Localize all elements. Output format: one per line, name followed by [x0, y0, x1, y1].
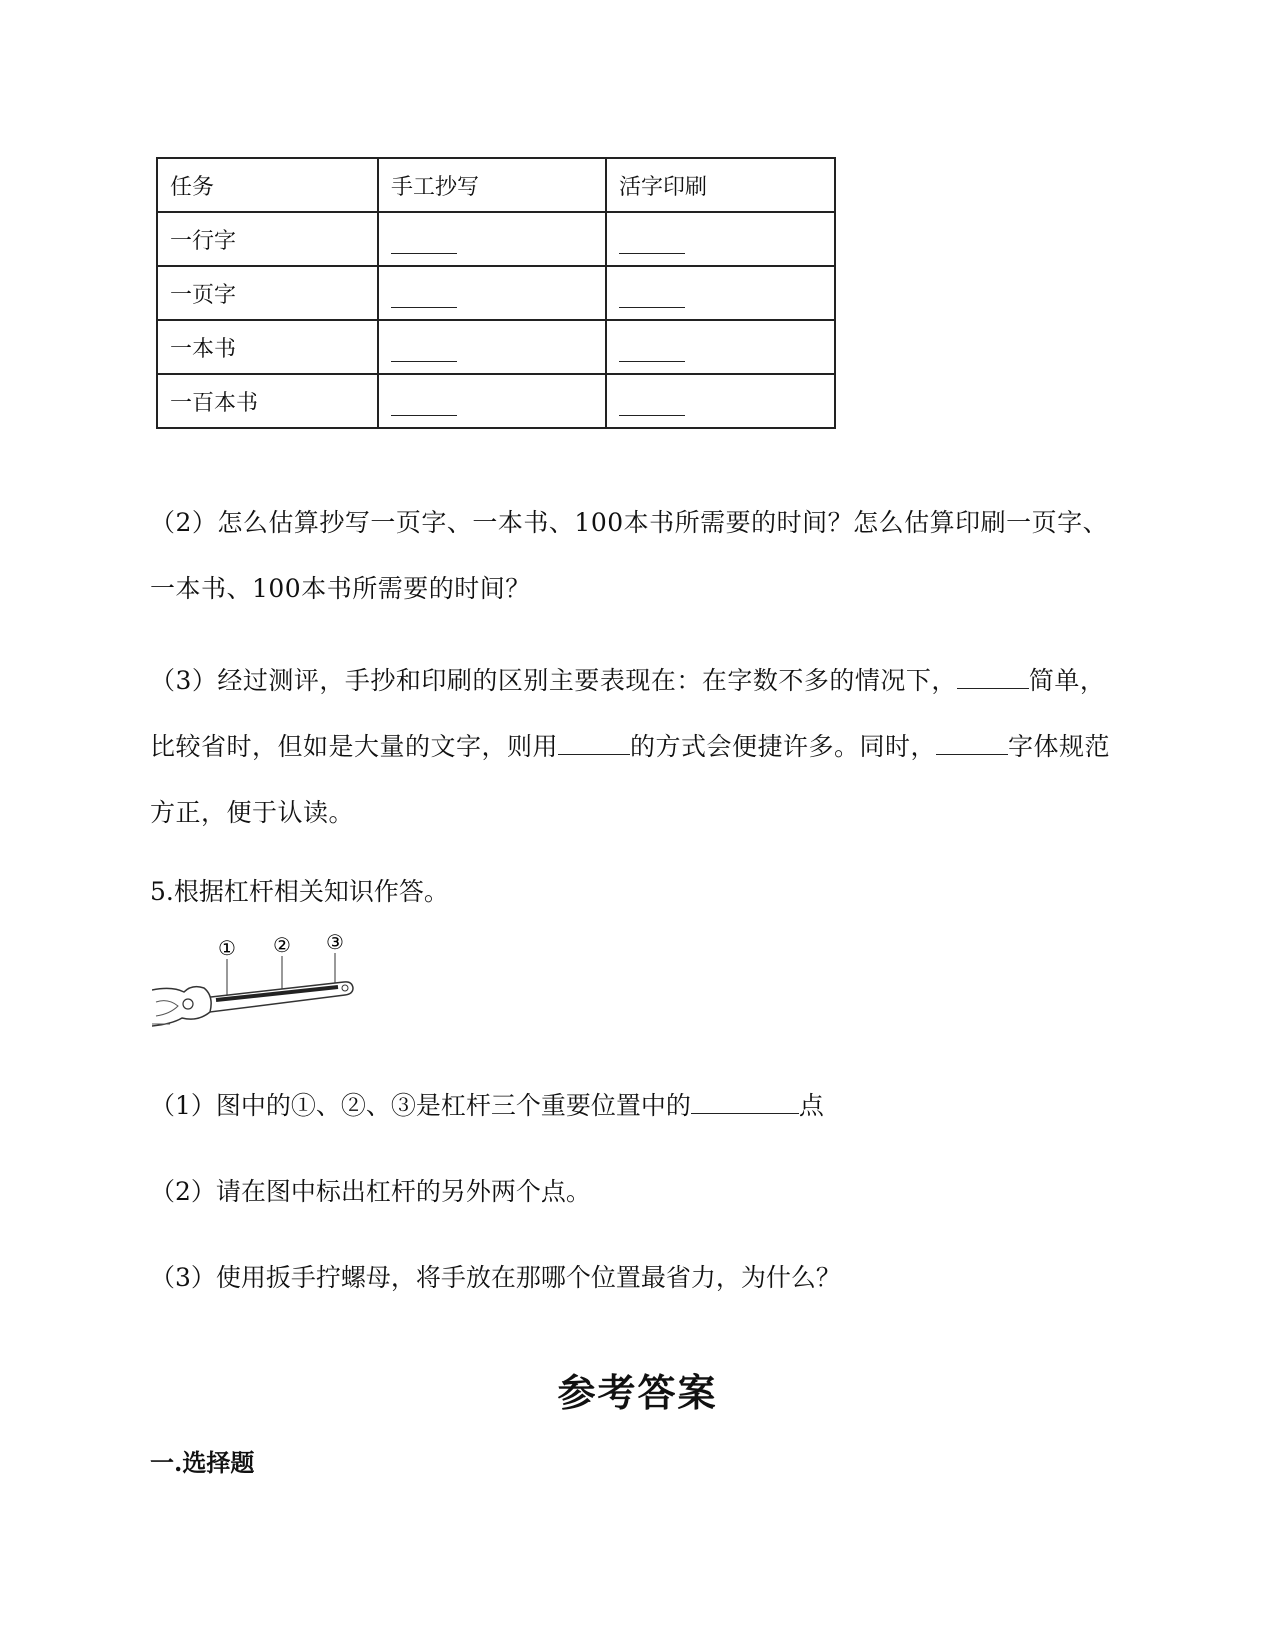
sub1-prefix: （1）图中的①、②、③是杠杆三个重要位置中的 [150, 1091, 691, 1120]
q3-part2: 简单，比较省时，但如是大量的文字，则用 [150, 666, 1106, 761]
answer-blank[interactable] [619, 339, 685, 362]
answer-cell[interactable] [378, 374, 606, 428]
question-2-text: （2）怎么估算抄写一页字、一本书、100本书所需要的时间？怎么估算印刷一页字、一本书、100本书所需要的时间？ [150, 508, 1109, 603]
table-row [157, 266, 835, 320]
figure-label: ③ [326, 932, 344, 954]
table-header-cell: 手工抄写 [378, 158, 606, 212]
task-cell: 一本书 [157, 320, 378, 374]
answer-cell[interactable] [378, 212, 606, 266]
q3-part1: （3）经过测评，手抄和印刷的区别主要表现在：在字数不多的情况下， [150, 666, 957, 695]
fill-blank[interactable] [957, 668, 1029, 689]
table-header-row [157, 158, 835, 212]
answer-blank[interactable] [619, 393, 685, 416]
figure-label: ② [273, 933, 291, 957]
answer-cell[interactable] [606, 320, 835, 374]
q3-part4: 字体规范方正，便于认读。 [150, 732, 1111, 827]
fill-blank[interactable] [558, 734, 630, 755]
task-cell: 一百本书 [157, 374, 378, 428]
q3-part3: 的方式会便捷许多。同时， [630, 732, 937, 761]
answer-cell[interactable] [378, 320, 606, 374]
answer-blank[interactable] [619, 285, 685, 308]
question-3-text [150, 648, 1130, 846]
answer-cell[interactable] [606, 266, 835, 320]
sub1-suffix: 点 [798, 1091, 824, 1120]
task-cell: 一行字 [157, 212, 378, 266]
fill-blank[interactable] [936, 734, 1008, 755]
fill-blank[interactable] [691, 1093, 799, 1114]
table-row [157, 374, 835, 428]
answers-title: 参考答案 [557, 1370, 718, 1415]
answer-blank[interactable] [391, 393, 457, 416]
answer-blank[interactable] [391, 285, 457, 308]
answer-blank[interactable] [619, 231, 685, 254]
answer-blank[interactable] [391, 231, 457, 254]
table-header-cell: 活字印刷 [606, 158, 835, 212]
answer-cell[interactable] [606, 212, 835, 266]
answer-blank[interactable] [391, 339, 457, 362]
task-cell: 一页字 [157, 266, 378, 320]
figure-label: ① [218, 936, 236, 960]
question-5-sub3: （3）使用扳手拧螺母，将手放在那哪个位置最省力，为什么？ [150, 1263, 841, 1292]
answer-cell[interactable] [378, 266, 606, 320]
question-5-sub1 [150, 1086, 824, 1122]
table-header-cell: 任务 [157, 158, 378, 212]
question-5-title: 5.根据杠杆相关知识作答。 [150, 877, 449, 906]
table-row [157, 320, 835, 374]
answer-cell[interactable] [606, 374, 835, 428]
task-table [156, 157, 836, 429]
wrench-figure [152, 932, 362, 1032]
question-5-sub2: （2）请在图中标出杠杆的另外两个点。 [150, 1177, 591, 1206]
table-row [157, 212, 835, 266]
section-heading: 一.选择题 [150, 1448, 255, 1477]
